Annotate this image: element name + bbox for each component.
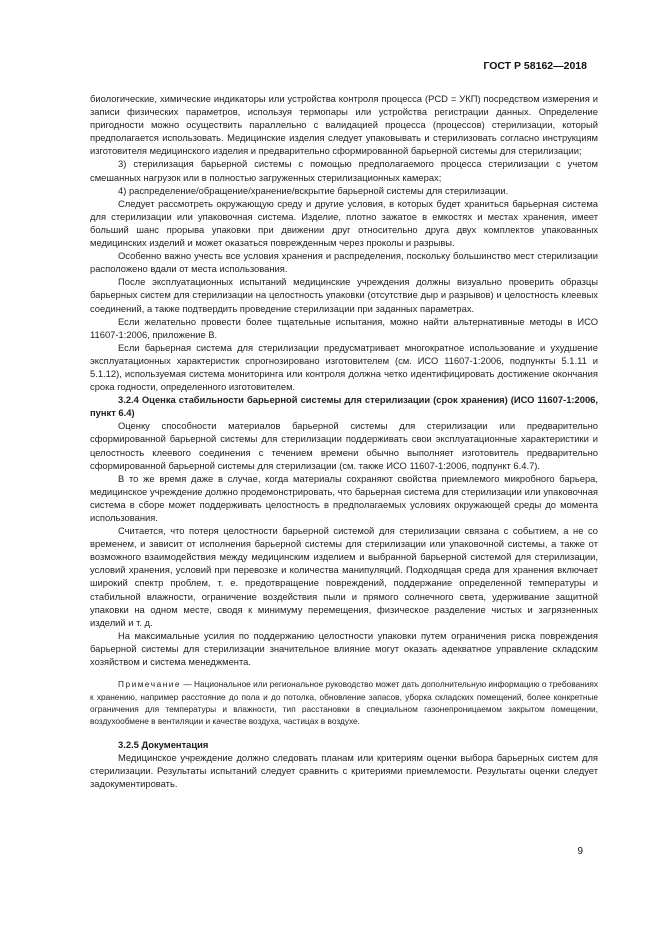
paragraph: Считается, что потеря целостности барьерной системой для стерилизации связана с событием, а не со временем, и зависит от исполнения барьерной системы для стерилизации или упаковочной системы, а также от возможного взаимодействия между медицинским изделием и выбранной барьерной системой для стерилизации, условий хранения, условий при перевозке и количества манипуляций. Подходящая среда для хранения включает широкий спектр проблем, т. е. предотвращение повреждений, поддержание определенной температуры и стабильной влажности, ограничение воздействия пыли и прямого солнечного света, удерживание защитной упаковки на одном месте, сводя к минимуму перемещения, физическое разделение чистых и загрязненных изделий и т. д. — [90, 525, 598, 628]
page-number: 9 — [577, 846, 583, 857]
paragraph: Особенно важно учесть все условия хранения и распределения, поскольку большинство мест стерилизации расположено вдали от места использования. — [90, 250, 598, 275]
note — [90, 678, 598, 728]
paragraph: На максимальные усилия по поддержанию целостности упаковки путем ограничения риска повреждения барьерной системы для стерилизации значительное влияние могут оказать адекватное управление складским хозяйством и система менеджмента. — [90, 629, 598, 668]
list-item-4: 4) распределение/обращение/хранение/вскрытие барьерной системы для стерилизации. — [118, 184, 509, 196]
paragraph: Оценку способности материалов барьерной системы для стерилизации или предварительно сформированной барьерной системы для стерилизации поддерживать свои эксплуатационные характеристики и целостность клеевого соединения с течением времени обычно выполняет изготовитель предварительно сформированной барьерной системы для стерилизации (см. также ИСО 11607-1:2006, подпункт 6.4.7). — [90, 420, 598, 471]
note-label: Примечание — [118, 679, 182, 690]
document-body — [90, 92, 598, 790]
paragraph-continuation: биологические, химические индикаторы или устройства контроля процесса (PCD = УКП) посредством измерения и записи физических параметров, используя термопары или устройства регистрации данных. Определение пригодности можно осуществить параллельно с валидацией процесса (процессов) стерилизации, который предполагается использовать. Медицинские изделия следует упаковывать и стерилизовать согласно инструкциям изготовителя медицинского изделия и предварительно сформированной барьерной системы для стерилизации; — [90, 93, 598, 157]
paragraph: В то же время даже в случае, когда материалы сохраняют свойства приемлемого микробного барьера, медицинское учреждение должно продемонстрировать, что барьерная система для стерилизации или упаковочная система в сборе может поддерживать целостность в предполагаемых условиях окружающей среды до момента использования. — [90, 472, 598, 523]
paragraph: Если барьерная система для стерилизации предусматривает многократное использование и ухудшение эксплуатационных характеристик спрогнозировано изготовителем (см. ИСО 11607-1:2006, подпункты 5.1.11 и 5.1.12), используемая система мониторинга или контроля должна четко идентифицировать достижение окончания срока годности, определенного изготовителем. — [90, 341, 598, 393]
section-heading-3-2-4: 3.2.4 Оценка стабильности барьерной системы для стерилизации (срок хранения) (ИСО 11607-1:2006, пункт 6.4) — [90, 394, 598, 419]
page-header-standard: ГОСТ Р 58162—2018 — [483, 60, 587, 72]
paragraph: Медицинское учреждение должно следовать планам или критериям оценки выбора барьерных систем для стерилизации. Результаты испытаний следует сравнить с критериями приемлемости. Результаты оценки следует задокументировать. — [90, 751, 598, 790]
paragraph: Если желательно провести более тщательные испытания, можно найти альтернативные методы в ИСО 11607-1:2006, приложение В. — [90, 315, 598, 340]
note-text: — Национальное или региональное руководство может дать дополнительную информацию о требованиях к хранению, например расстояние до пола и до потолка, обновление запасов, уборка складских помещений, более конкретные ограничения для температуры и влажности, тип расстановки в специальном газонепроницаемом закрытом помещении, воздухообмене в вентиляции и качестве воздуха, частицах в воздухе. — [90, 679, 598, 727]
list-item-3: 3) стерилизация барьерной системы с помощью предполагаемого процесса стерилизации с учетом смешанных нагрузок или в полностью загруженных стерилизационных камерах; — [90, 158, 598, 183]
paragraph: После эксплуатационных испытаний медицинские учреждения должны визуально проверить образцы барьерных систем для стерилизации на целостность упаковки (отсутствие дыр и разрывов) и целостность клеевых соединений, а также подтвердить проведение стерилизации при заданных параметрах. — [90, 276, 598, 314]
section-heading-3-2-5: 3.2.5 Документация — [118, 738, 209, 750]
paragraph: Следует рассмотреть окружающую среду и другие условия, в которых будет храниться барьерная система для стерилизации или упаковочная система. Изделие, плотно зажатое в емкостях и местах хранения, имеет больший шанс прорыва упаковки при движении друг относительно друга двух комплектов упакованных медицинских изделий и может оказаться поврежденным через проколы и разрывы. — [90, 197, 598, 249]
